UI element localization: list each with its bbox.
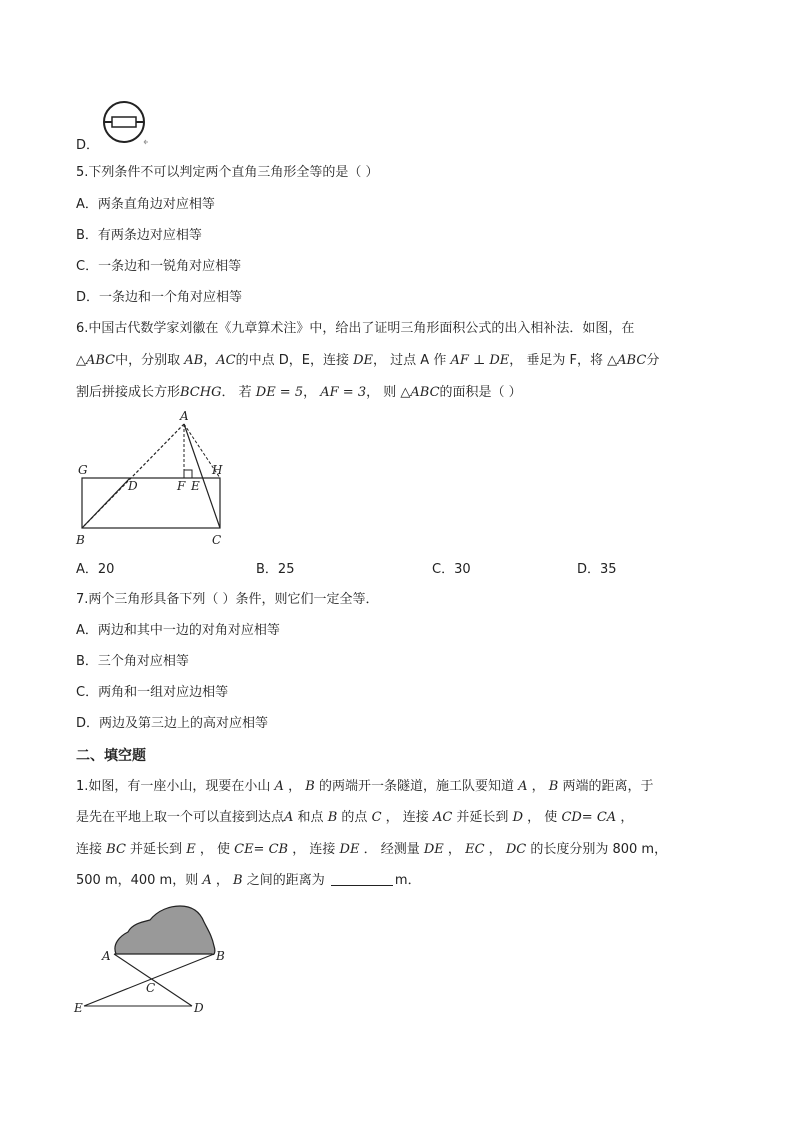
math-term: E (186, 842, 196, 857)
text-run: ， (620, 810, 634, 825)
q7-option-d: D．两边及第三边上的高对应相等 (76, 716, 269, 731)
text-run: ， (447, 842, 461, 857)
math-term: BC (106, 842, 126, 857)
text-run: 并延长到 (456, 810, 509, 825)
label-f: F (177, 479, 186, 493)
math-term: EC (465, 842, 485, 857)
answer-blank[interactable] (331, 871, 393, 886)
text-run: 500 m，400 m，则 (76, 873, 199, 888)
math-term: B (305, 779, 315, 794)
text-run: ， (303, 385, 317, 400)
math-term: AF ⊥ DE (450, 353, 510, 368)
label-b: B (76, 533, 85, 547)
math-term: BCHG (180, 385, 222, 400)
text-run: 并延长到 (130, 842, 183, 857)
q5-option-b: B．有两条边对应相等 (76, 228, 202, 243)
text-run: ， 使 (199, 842, 230, 857)
text-run: ， 连接 (385, 810, 429, 825)
q6-option-a: A．20 (76, 562, 115, 577)
text-run: 分 (646, 353, 660, 368)
math-term: A (284, 810, 294, 825)
q6-stem-line2 (76, 351, 659, 371)
return-arrow-icon (144, 140, 148, 144)
q5-stem: 5.下列条件不可以判定两个直角三角形全等的是（ ） (76, 165, 379, 180)
text-run: ． 若 (221, 385, 252, 400)
text-run: 两端的距离，于 (562, 779, 654, 794)
text-run: ， 连接 (292, 842, 336, 857)
label-a: A (180, 409, 189, 423)
math-term: B (327, 810, 338, 825)
math-term: AB (184, 353, 204, 368)
math-term: B (548, 779, 559, 794)
text-run: ， (215, 873, 229, 888)
text-run: 之间的距离为 (246, 873, 325, 888)
text-run: 割后拼接成长方形 (76, 385, 181, 400)
q4-option-d-label: D． (76, 138, 100, 153)
right-angle-mark (184, 470, 192, 478)
math-term: DE (353, 353, 374, 368)
text-run: 的面积是（ ） (439, 385, 522, 400)
math-term: D (512, 810, 524, 825)
text-run: ， 过点 A 作 (373, 353, 447, 368)
text-run: 的点 (341, 810, 368, 825)
text-run: 的中点 D，E，连接 (235, 353, 349, 368)
fill1-figure (72, 900, 232, 1020)
resistor-body (112, 117, 136, 127)
text-run: 连接 (76, 842, 103, 857)
q6-stem-line3 (76, 383, 522, 403)
math-term: B (233, 873, 243, 888)
q5-option-c: C．一条边和一锐角对应相等 (76, 259, 242, 274)
label-c: C (212, 533, 222, 547)
q7-stem: 7.两个三角形具备下列（ ）条件，则它们一定全等． (76, 592, 379, 607)
q5-option-a: A．两条直角边对应相等 (76, 197, 215, 212)
text-run: ， (288, 779, 302, 794)
q6-option-d: D．35 (577, 562, 617, 577)
math-term: AC (432, 810, 453, 825)
label-d: D (128, 479, 138, 493)
text-run: 1.如图，有一座小山，现要在小山 (76, 779, 271, 794)
label-e: E (191, 479, 200, 493)
text-run: ， (488, 842, 502, 857)
resistor-symbol-icon (98, 100, 154, 148)
text-run: 的两端开一条隧道，施工队要知道 (318, 779, 514, 794)
math-term: CE= CB (234, 842, 289, 857)
math-term: C (371, 810, 382, 825)
label-d: D (194, 1001, 204, 1015)
label-e: E (74, 1001, 83, 1015)
math-term: AF = 3 (320, 385, 367, 400)
math-term: AC (216, 353, 236, 368)
text-run: 中，分别取 (115, 353, 181, 368)
text-run: 是先在平地上取一个可以直接到达点 (76, 810, 285, 825)
text-run: ， (203, 353, 217, 368)
section-heading: 二、填空题 (76, 748, 146, 764)
math-term: CD= CA (561, 810, 617, 825)
q7-option-a: A．两边和其中一边的对角对应相等 (76, 623, 280, 638)
fill1-stem-line3 (76, 840, 667, 860)
text-run: ， 垂足为 F，将 (509, 353, 604, 368)
math-term: △ABC (400, 385, 440, 400)
math-term: △ABC (607, 353, 647, 368)
label-c: C (146, 981, 156, 995)
segment-ab-solid (82, 478, 130, 528)
fill1-stem-line1 (76, 777, 654, 797)
q6-figure (74, 406, 234, 552)
fill1-stem-line4 (76, 871, 421, 891)
label-h: H (212, 463, 223, 477)
math-term: A (274, 779, 284, 794)
label-b: B (216, 949, 225, 963)
q6-option-c: C．30 (432, 562, 471, 577)
math-term: DE = 5 (255, 385, 304, 400)
math-term: DC (505, 842, 527, 857)
label-a: A (102, 949, 111, 963)
fill1-stem-line2 (76, 808, 633, 828)
text-run: ， 使 (527, 810, 558, 825)
math-term: A (518, 779, 528, 794)
text-run: m． (394, 873, 421, 888)
label-g: G (78, 463, 88, 477)
text-run: ． 经测量 (363, 842, 420, 857)
q5-option-d: D．一条边和一个角对应相等 (76, 290, 243, 305)
text-run: ， (531, 779, 545, 794)
mountain-shape (115, 906, 215, 955)
segment-ad (114, 954, 192, 1006)
q6-stem-line1: 6.中国古代数学家刘徽在《九章算术注》中，给出了证明三角形面积公式的出入相补法．如图，在 (76, 321, 635, 336)
text-run: ， 则 (366, 385, 397, 400)
math-term: DE (423, 842, 444, 857)
text-run: 的长度分别为 800 m， (530, 842, 668, 857)
math-term: A (202, 873, 212, 888)
text-run: 和点 (297, 810, 324, 825)
q7-option-b: B．三个角对应相等 (76, 654, 189, 669)
q6-option-b: B．25 (256, 562, 295, 577)
q7-option-c: C．两角和一组对应边相等 (76, 685, 229, 700)
q4-option-d (76, 136, 99, 156)
math-term: DE (339, 842, 360, 857)
math-term: △ABC (76, 353, 116, 368)
